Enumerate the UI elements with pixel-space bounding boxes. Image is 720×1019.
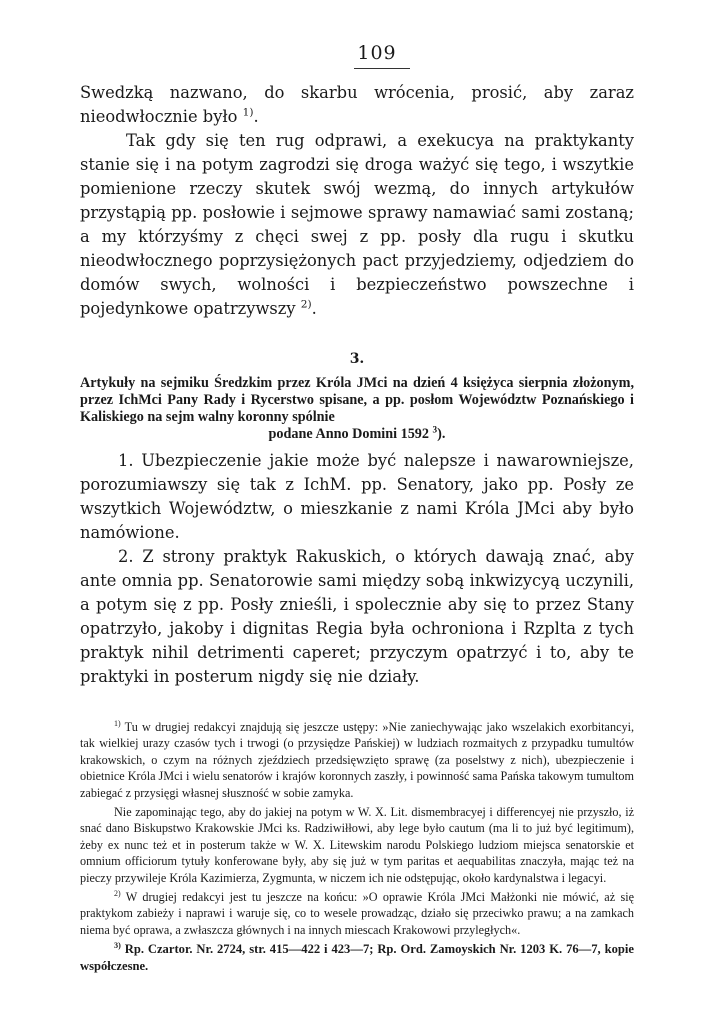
article-item bbox=[80, 545, 634, 689]
footnote-continuation: Nie zapominając tego, aby do jakiej na potym w W. X. Lit. dismembracyej i differencyej nie przyszło, iż snać dano Biskupstwo Krakowskie JMci ks. Radziwiłłowi, aby lege było cautum (ma li to już być legitimum), żeby ex nunc też et in posterum także w W. X. Litewskim narodu Polskiego ludziom miejsca senatorskie et omnium officiorum tytuły konferowane były, aby się już w tym paritas et aequabilitas znaczyła, mając też na pieczy przywileje Króla Kazimierza, Zygmunta, w niczem ich nie odstępując, około kardynalstwa i legacyi. bbox=[80, 805, 634, 885]
section-heading-last-line: podane Anno Domini 1592 $^3$). bbox=[268, 424, 446, 442]
footnote-ref: 3 bbox=[432, 424, 438, 435]
article-number: 1. bbox=[118, 451, 134, 470]
footnote-mark: 3) bbox=[114, 941, 121, 951]
footnote-ref: 1) bbox=[242, 106, 254, 119]
footnote: $^{2)}$ W drugiej redakcyi jest tu jeszcze na końcu: »O oprawie Króla JMci Małżonki nie mówić, aż się praktykom zabieży i naprawi i waruje się, co to wesele prowadząc, działo się przeciwko prawu; a na zamkach niema być oprawa, a zwłaszcza głównych i na innych miescach Krakowowi przyległych«. bbox=[80, 889, 635, 937]
footnote: $^{1)}$ Tu w drugiej redakcyi znajdują się jeszcze ustępy: »Nie zaniechywając jako wszelakich exorbitancyi, tak wielkiej urazy czasów tych i trwogi (o przysiędze Pańskiej) w ludziach rozmaitych z przypadku tumultów krakowskich, o czym na różnych zjeździech przedsięwzięto sprawę (za poselstwy z nich), ubezpieczenie i obietnice Króla JMci i wielu senatorów i krajów koronnych zaszły, i powinność sama Pańska takowym tumultom zabiegać z przysięgi własnej słuszność w sobie zamyka. bbox=[80, 718, 635, 800]
article-text: Ubezpieczenie jakie może być nalepsze i nawarowniejsze, porozumiawszy się tak z IchM. pp. Senatory, jako pp. Posły ze wszytkich Województw, o mieszkanie z nami Króla JMci aby było namówione. bbox=[80, 451, 634, 542]
section-number: 3. bbox=[349, 351, 365, 367]
section-heading: Artykuły na sejmiku Średzkim przez Króla JMci na dzień 4 księżyca sierpnia złożonym, przez IchMci Pany Rady i Rycerstwo spisane, a pp. posłom Województw Poznańskiego i Kaliskiego na sejm walny koronny spólnie podane Anno Domini 1592 $^3$). bbox=[80, 375, 634, 442]
footnote-mark: 1) bbox=[114, 718, 121, 728]
article-item bbox=[80, 449, 634, 545]
footnotes bbox=[80, 719, 634, 974]
paragraph: Tak gdy się ten rug odprawi, a exekucya na praktykanty stanie się i na potym zagrodzi się droga ważyć się tego, i wszytkie pomienione rzeczy skutek swój wezmą, do innych artykułów przystąpią pp. posłowie i sejmowe sprawy namawiać sami zostaną; a my którzyśmy z chęci swej z pp. posły dla rugu i skutku nieodwłocznego poprzysiężonych pact przyjedziemy, odjedziem do domów swych, wolności i bezpieczeństwo powszechne i pojedynkowe opatrzywszy $^{2)}$. bbox=[80, 131, 634, 318]
page-number-rule bbox=[354, 68, 410, 69]
footnote-mark: 2) bbox=[114, 889, 121, 898]
article-number: 2. bbox=[118, 547, 134, 566]
paragraph-text: Tak gdy się ten rug odprawi, a exekucya na praktykanty stanie się i na potym zagrodzi się droga ważyć się tego, i wszytkie pomienione rzeczy skutek swój wezmą, do innych artykułów przystąpią pp. posłowie i sejmowe sprawy namawiać sami zostaną; a my którzyśmy z chęci swej z pp. posły dla rugu i skutku nieodwłocznego poprzysiężonych pact przyjedziemy, odjedziem do domów swych, wolności i bezpieczeństwo powszechne i pojedynkowe opatrzywszy bbox=[80, 131, 634, 318]
body-text bbox=[80, 81, 634, 321]
paragraph-continued: Swedzką nazwano, do skarbu wrócenia, prosić, aby zaraz nieodwłocznie było $^{1)}$. bbox=[80, 83, 634, 126]
paragraph-text: Swedzką nazwano, do skarbu wrócenia, prosić, aby zaraz nieodwłocznie było bbox=[80, 83, 634, 126]
footnote-ref: 2) bbox=[300, 298, 312, 311]
footnote-source: $^{3)}$ Rp. Czartor. Nr. 2724, str. 415—422 i 423—7; Rp. Ord. Zamoyskich Nr. 1203 K. 76—7, kopie współczesne. bbox=[80, 941, 634, 973]
article-text: Z strony praktyk Rakuskich, o których dawają znać, aby ante omnia pp. Senatorowie sami między sobą inkwizycyą uczynili, a potym się z pp. Posły znieśli, i spolecznie aby się to przez Stany opatrzyło, jakoby i dignitas Regia była ochroniona i Rzplta z tych praktyk nihil detrimenti caperet; przyczym opatrzyć i to, aby te praktyki in posterum nigdy się nie działy. bbox=[80, 547, 634, 686]
article-list bbox=[80, 449, 634, 689]
page-number: 109 bbox=[357, 42, 397, 64]
